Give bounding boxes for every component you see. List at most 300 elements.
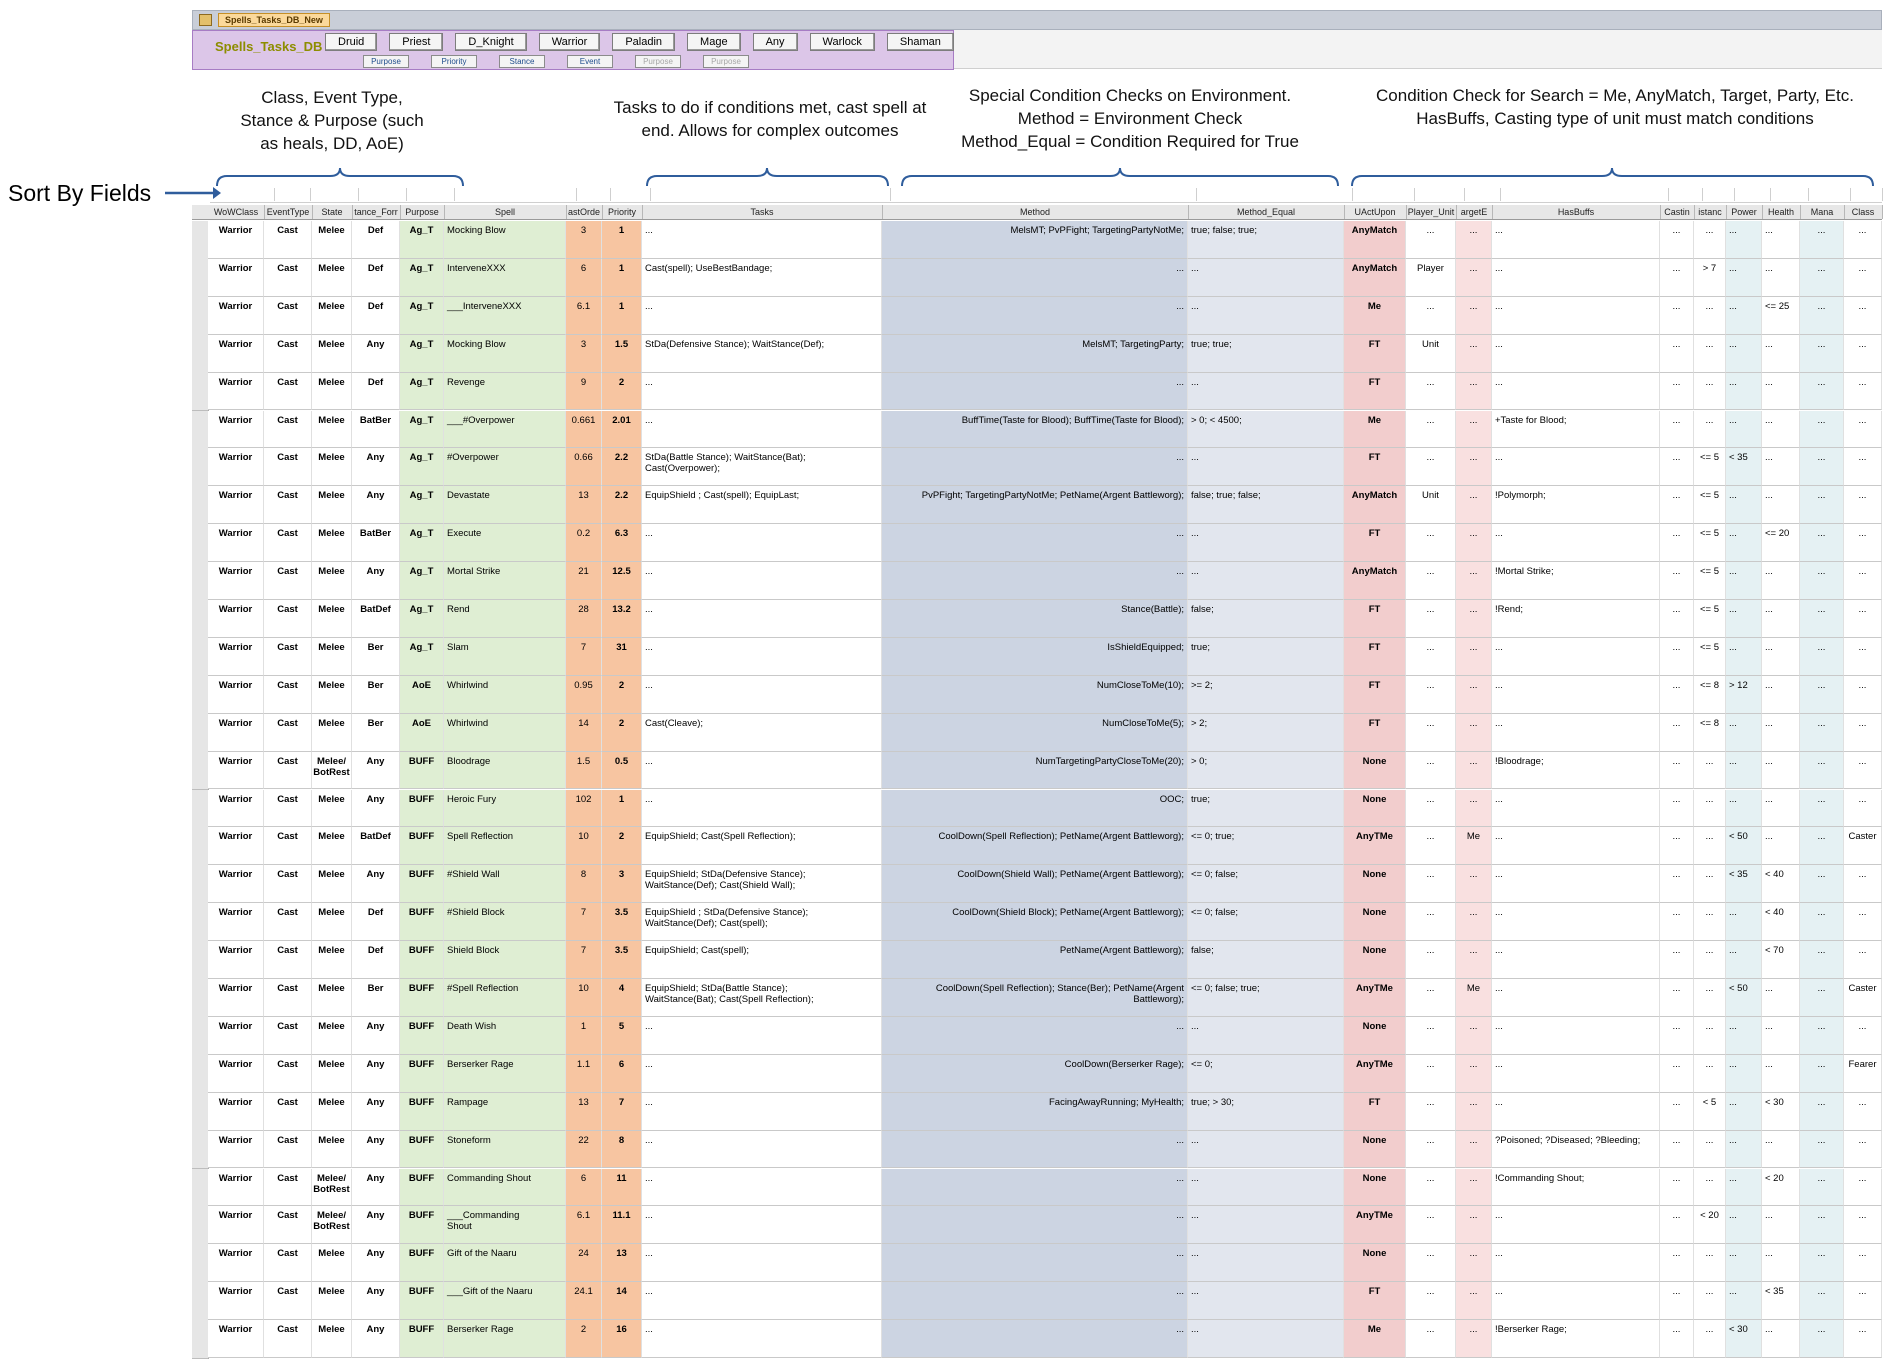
table-cell[interactable]: ...	[1406, 448, 1456, 486]
column-header-power[interactable]: Power	[1726, 205, 1763, 219]
table-cell[interactable]: ...	[1762, 752, 1800, 790]
table-cell[interactable]: CoolDown(Berserker Rage);	[882, 1055, 1188, 1093]
class-button-shaman[interactable]: Shaman	[887, 33, 954, 51]
table-cell[interactable]: 6.3	[602, 524, 642, 562]
table-cell[interactable]: 3	[602, 865, 642, 903]
column-header-mana[interactable]: Mana	[1800, 205, 1845, 219]
table-cell[interactable]: #Shield Wall	[444, 865, 566, 903]
table-cell[interactable]: ...	[1844, 411, 1882, 449]
table-cell[interactable]: < 5	[1694, 1093, 1726, 1131]
table-cell[interactable]: 24.1	[566, 1282, 602, 1320]
table-cell[interactable]: Ber	[352, 638, 400, 676]
sort-button-priority[interactable]: Priority	[431, 55, 477, 68]
table-cell[interactable]: Warrior	[208, 1169, 264, 1207]
table-cell[interactable]: <= 0; true;	[1188, 827, 1344, 865]
table-cell[interactable]: ...	[1844, 752, 1882, 790]
table-cell[interactable]: ...	[1406, 1282, 1456, 1320]
table-cell[interactable]: Cast	[264, 1244, 312, 1282]
table-cell[interactable]: AnyTMe	[1344, 1055, 1406, 1093]
table-cell[interactable]: BatBer	[352, 524, 400, 562]
table-cell[interactable]: ...	[1844, 335, 1882, 373]
column-header-priority[interactable]: Priority	[602, 205, 643, 219]
table-cell[interactable]: Ag_T	[400, 638, 444, 676]
table-cell[interactable]: ...	[1726, 335, 1762, 373]
table-cell[interactable]: ...	[1660, 752, 1694, 790]
table-cell[interactable]: ...	[1456, 1017, 1492, 1055]
table-cell[interactable]: 3.5	[602, 903, 642, 941]
table-cell[interactable]: < 35	[1726, 865, 1762, 903]
table-cell[interactable]: ...	[642, 600, 882, 638]
table-cell[interactable]: BUFF	[400, 1131, 444, 1169]
table-cell[interactable]: ...	[1726, 1244, 1762, 1282]
table-cell[interactable]: ...	[1188, 1131, 1344, 1169]
table-cell[interactable]: 5	[602, 1017, 642, 1055]
table-cell[interactable]: ...	[1456, 411, 1492, 449]
table-cell[interactable]: Ag_T	[400, 600, 444, 638]
table-cell[interactable]: ...	[1456, 448, 1492, 486]
table-cell[interactable]: Ag_T	[400, 373, 444, 411]
table-cell[interactable]: ...	[1660, 1206, 1694, 1244]
table-cell[interactable]: BUFF	[400, 1206, 444, 1244]
table-cell[interactable]: Any	[352, 448, 400, 486]
table-cell[interactable]: ...	[1694, 790, 1726, 828]
table-cell[interactable]: ...	[1762, 790, 1800, 828]
table-cell[interactable]: EquipShield; StDa(Battle Stance); WaitStance(Bat); Cast(Spell Reflection);	[642, 979, 882, 1017]
table-cell[interactable]: ...	[1406, 600, 1456, 638]
table-cell[interactable]: 13	[566, 1093, 602, 1131]
table-cell[interactable]: ...	[1492, 524, 1660, 562]
table-cell[interactable]: ...	[1456, 714, 1492, 752]
table-cell[interactable]: Warrior	[208, 865, 264, 903]
table-cell[interactable]: ...	[1800, 1320, 1844, 1358]
table-cell[interactable]: Melee	[312, 1017, 352, 1055]
column-header-spell[interactable]: Spell	[444, 205, 567, 219]
table-cell[interactable]: #Overpower	[444, 448, 566, 486]
table-cell[interactable]: ...	[1188, 1169, 1344, 1207]
table-cell[interactable]: Cast	[264, 1282, 312, 1320]
column-header-method[interactable]: Method	[882, 205, 1189, 219]
table-cell[interactable]: Warrior	[208, 1093, 264, 1131]
table-cell[interactable]: None	[1344, 1169, 1406, 1207]
table-cell[interactable]: ...	[1660, 335, 1694, 373]
table-cell[interactable]: ...	[1406, 827, 1456, 865]
table-cell[interactable]: Ag_T	[400, 448, 444, 486]
table-cell[interactable]: ...	[882, 297, 1188, 335]
table-cell[interactable]: Any	[352, 1093, 400, 1131]
table-cell[interactable]: ...	[1188, 259, 1344, 297]
table-cell[interactable]: ...	[1726, 1131, 1762, 1169]
table-cell[interactable]: Stance(Battle);	[882, 600, 1188, 638]
table-cell[interactable]: ...	[1762, 1055, 1800, 1093]
table-cell[interactable]: ...	[1188, 1017, 1344, 1055]
table-cell[interactable]: ...	[1726, 1093, 1762, 1131]
table-cell[interactable]: BatDef	[352, 827, 400, 865]
table-cell[interactable]: > 0; < 4500;	[1188, 411, 1344, 449]
table-cell[interactable]: ...	[1844, 865, 1882, 903]
table-cell[interactable]: > 2;	[1188, 714, 1344, 752]
table-cell[interactable]: Cast	[264, 827, 312, 865]
table-cell[interactable]: Slam	[444, 638, 566, 676]
table-cell[interactable]: ...	[1726, 562, 1762, 600]
table-cell[interactable]: ...	[1492, 979, 1660, 1017]
table-cell[interactable]: ...	[1762, 676, 1800, 714]
table-cell[interactable]: ...	[882, 1320, 1188, 1358]
table-cell[interactable]: 14	[602, 1282, 642, 1320]
table-cell[interactable]: ...	[1660, 714, 1694, 752]
table-cell[interactable]: Melee	[312, 676, 352, 714]
table-cell[interactable]: >= 2;	[1188, 676, 1344, 714]
table-cell[interactable]: 6	[566, 1169, 602, 1207]
table-cell[interactable]: ...	[1660, 790, 1694, 828]
table-cell[interactable]: true; > 30;	[1188, 1093, 1344, 1131]
table-cell[interactable]: 12.5	[602, 562, 642, 600]
table-cell[interactable]: ...	[1726, 297, 1762, 335]
table-cell[interactable]: Cast	[264, 790, 312, 828]
sort-button-stance[interactable]: Stance	[499, 55, 545, 68]
table-cell[interactable]: Warrior	[208, 600, 264, 638]
table-cell[interactable]: > 7	[1694, 259, 1726, 297]
table-cell[interactable]: ...	[1456, 486, 1492, 524]
table-cell[interactable]: BUFF	[400, 979, 444, 1017]
column-header-uactupon[interactable]: UActUpon	[1344, 205, 1407, 219]
row-selector[interactable]	[192, 1320, 209, 1359]
table-cell[interactable]: ...	[1762, 827, 1800, 865]
table-cell[interactable]: BUFF	[400, 1093, 444, 1131]
table-cell[interactable]: Def	[352, 259, 400, 297]
table-cell[interactable]: AnyMatch	[1344, 562, 1406, 600]
table-cell[interactable]: Ber	[352, 979, 400, 1017]
row-selector[interactable]	[192, 373, 209, 412]
column-header-castin[interactable]: Castin	[1660, 205, 1695, 219]
table-cell[interactable]: > 12	[1726, 676, 1762, 714]
table-cell[interactable]: ...	[1762, 1206, 1800, 1244]
table-cell[interactable]: ...	[1492, 790, 1660, 828]
table-cell[interactable]: Cast(spell); UseBestBandage;	[642, 259, 882, 297]
table-cell[interactable]: ...	[1800, 903, 1844, 941]
table-cell[interactable]: ...	[1762, 221, 1800, 259]
table-cell[interactable]: ...	[1800, 979, 1844, 1017]
table-cell[interactable]: Stoneform	[444, 1131, 566, 1169]
table-cell[interactable]: ...	[1844, 1282, 1882, 1320]
column-header-tasks[interactable]: Tasks	[642, 205, 883, 219]
table-cell[interactable]: FT	[1344, 524, 1406, 562]
table-cell[interactable]: Mocking Blow	[444, 335, 566, 373]
table-cell[interactable]: 10	[566, 827, 602, 865]
column-header-state[interactable]: State	[312, 205, 353, 219]
table-cell[interactable]: < 30	[1762, 1093, 1800, 1131]
table-cell[interactable]: Cast	[264, 865, 312, 903]
table-cell[interactable]: <= 0; false; true;	[1188, 979, 1344, 1017]
table-cell[interactable]: FT	[1344, 676, 1406, 714]
table-cell[interactable]: 0.2	[566, 524, 602, 562]
table-cell[interactable]: ...	[1844, 903, 1882, 941]
table-cell[interactable]: 2	[566, 1320, 602, 1358]
table-cell[interactable]: None	[1344, 790, 1406, 828]
sort-field-slot[interactable]	[454, 188, 577, 201]
table-cell[interactable]: ...	[1800, 1055, 1844, 1093]
table-cell[interactable]: ...	[1762, 259, 1800, 297]
table-cell[interactable]: Any	[352, 1131, 400, 1169]
table-cell[interactable]: 4	[602, 979, 642, 1017]
table-cell[interactable]: Melee	[312, 448, 352, 486]
table-cell[interactable]: ...	[1660, 297, 1694, 335]
table-cell[interactable]: ...	[1762, 714, 1800, 752]
table-cell[interactable]: Mocking Blow	[444, 221, 566, 259]
table-cell[interactable]: ...	[1694, 1017, 1726, 1055]
table-cell[interactable]: ...	[1844, 1169, 1882, 1207]
table-cell[interactable]: Warrior	[208, 1131, 264, 1169]
table-cell[interactable]: ...	[1844, 486, 1882, 524]
table-cell[interactable]: true;	[1188, 790, 1344, 828]
table-cell[interactable]: BUFF	[400, 1320, 444, 1358]
table-cell[interactable]: true; false; true;	[1188, 221, 1344, 259]
table-cell[interactable]: ...	[1660, 524, 1694, 562]
table-cell[interactable]: Cast	[264, 1169, 312, 1207]
table-cell[interactable]: Warrior	[208, 903, 264, 941]
sort-field-slot[interactable]	[310, 188, 359, 201]
table-cell[interactable]: Whirlwind	[444, 676, 566, 714]
table-cell[interactable]: Melee	[312, 638, 352, 676]
table-cell[interactable]: ...	[1660, 1055, 1694, 1093]
table-cell[interactable]: Cast	[264, 221, 312, 259]
table-cell[interactable]: ...	[1694, 903, 1726, 941]
table-cell[interactable]: ...	[1406, 221, 1456, 259]
table-cell[interactable]: BUFF	[400, 790, 444, 828]
row-selector[interactable]	[192, 676, 209, 715]
table-cell[interactable]: ...	[1694, 373, 1726, 411]
table-cell[interactable]: ...	[1694, 827, 1726, 865]
class-button-any[interactable]: Any	[753, 33, 798, 51]
table-cell[interactable]: ...	[1406, 1244, 1456, 1282]
table-cell[interactable]: Cast(Cleave);	[642, 714, 882, 752]
table-cell[interactable]: None	[1344, 1244, 1406, 1282]
table-cell[interactable]: Melee	[312, 259, 352, 297]
table-cell[interactable]: Cast	[264, 979, 312, 1017]
table-cell[interactable]: AnyMatch	[1344, 259, 1406, 297]
table-cell[interactable]: ...	[1800, 524, 1844, 562]
table-cell[interactable]: ...	[1726, 221, 1762, 259]
table-cell[interactable]: 7	[566, 903, 602, 941]
table-cell[interactable]: 6	[602, 1055, 642, 1093]
table-cell[interactable]: Player	[1406, 259, 1456, 297]
row-selector[interactable]	[192, 979, 209, 1018]
table-cell[interactable]: !Mortal Strike;	[1492, 562, 1660, 600]
table-cell[interactable]: Melee	[312, 1055, 352, 1093]
table-cell[interactable]: Heroic Fury	[444, 790, 566, 828]
table-cell[interactable]: ...	[1800, 752, 1844, 790]
table-cell[interactable]: ...	[1694, 1131, 1726, 1169]
table-cell[interactable]: < 70	[1762, 941, 1800, 979]
table-cell[interactable]: 2	[602, 827, 642, 865]
class-button-paladin[interactable]: Paladin	[612, 33, 675, 51]
table-cell[interactable]: 1	[602, 790, 642, 828]
table-cell[interactable]: ...	[1188, 448, 1344, 486]
table-cell[interactable]: Warrior	[208, 1206, 264, 1244]
table-cell[interactable]: !Rend;	[1492, 600, 1660, 638]
table-cell[interactable]: ...	[1762, 486, 1800, 524]
table-cell[interactable]: Warrior	[208, 714, 264, 752]
table-cell[interactable]: ...	[1660, 373, 1694, 411]
table-cell[interactable]: AnyMatch	[1344, 221, 1406, 259]
table-cell[interactable]: 7	[566, 638, 602, 676]
table-cell[interactable]: <= 5	[1694, 448, 1726, 486]
table-cell[interactable]: None	[1344, 865, 1406, 903]
table-cell[interactable]: ...	[1492, 941, 1660, 979]
table-cell[interactable]: 13	[566, 486, 602, 524]
table-cell[interactable]: Unit	[1406, 486, 1456, 524]
table-cell[interactable]: ...	[882, 1017, 1188, 1055]
table-cell[interactable]: BUFF	[400, 903, 444, 941]
table-cell[interactable]: FT	[1344, 448, 1406, 486]
table-cell[interactable]: ...	[1844, 638, 1882, 676]
table-cell[interactable]: None	[1344, 1017, 1406, 1055]
sort-field-slot[interactable]	[1196, 188, 1353, 201]
table-cell[interactable]: ...	[1800, 827, 1844, 865]
table-cell[interactable]: None	[1344, 903, 1406, 941]
table-cell[interactable]: ...	[1844, 562, 1882, 600]
row-selector[interactable]	[192, 1206, 209, 1245]
table-cell[interactable]: ...	[1660, 486, 1694, 524]
table-cell[interactable]: Any	[352, 1320, 400, 1358]
table-cell[interactable]: StDa(Defensive Stance); WaitStance(Def);	[642, 335, 882, 373]
table-cell[interactable]: BUFF	[400, 1017, 444, 1055]
table-cell[interactable]: 31	[602, 638, 642, 676]
table-cell[interactable]: ...	[1694, 1244, 1726, 1282]
table-cell[interactable]: false;	[1188, 941, 1344, 979]
table-cell[interactable]: Revenge	[444, 373, 566, 411]
table-cell[interactable]: ...	[1406, 524, 1456, 562]
table-cell[interactable]: <= 5	[1694, 638, 1726, 676]
table-cell[interactable]: 2.01	[602, 411, 642, 449]
table-cell[interactable]: ...	[1406, 903, 1456, 941]
table-cell[interactable]: ...	[1726, 714, 1762, 752]
table-cell[interactable]: ...	[1492, 1206, 1660, 1244]
table-cell[interactable]: Ag_T	[400, 297, 444, 335]
table-cell[interactable]: ...	[1800, 600, 1844, 638]
table-cell[interactable]: <= 5	[1694, 486, 1726, 524]
row-selector[interactable]	[192, 221, 209, 260]
table-cell[interactable]: ...	[1726, 752, 1762, 790]
table-cell[interactable]: ...	[1800, 259, 1844, 297]
table-cell[interactable]: ...	[1800, 714, 1844, 752]
table-cell[interactable]: Devastate	[444, 486, 566, 524]
table-cell[interactable]: < 40	[1762, 903, 1800, 941]
table-cell[interactable]: Melee	[312, 335, 352, 373]
table-cell[interactable]: ...	[1726, 486, 1762, 524]
table-cell[interactable]: ...	[1800, 1131, 1844, 1169]
table-cell[interactable]: Rend	[444, 600, 566, 638]
table-cell[interactable]: ...	[1406, 1320, 1456, 1358]
column-header-hasbuffs[interactable]: HasBuffs	[1492, 205, 1661, 219]
sort-field-slot[interactable]	[1808, 188, 1851, 201]
table-cell[interactable]: 2	[602, 714, 642, 752]
table-cell[interactable]: ___Commanding Shout	[444, 1206, 566, 1244]
table-cell[interactable]: Melee/ BotRest	[312, 1169, 352, 1207]
class-button-druid[interactable]: Druid	[325, 33, 377, 51]
row-selector[interactable]	[192, 297, 209, 336]
table-cell[interactable]: ...	[1660, 448, 1694, 486]
table-cell[interactable]: None	[1344, 1131, 1406, 1169]
table-cell[interactable]: ...	[1406, 562, 1456, 600]
table-cell[interactable]: 0.661	[566, 411, 602, 449]
table-cell[interactable]: Shield Block	[444, 941, 566, 979]
row-selector[interactable]	[192, 941, 209, 980]
table-cell[interactable]: ...	[1456, 790, 1492, 828]
table-cell[interactable]: ...	[642, 562, 882, 600]
table-cell[interactable]: Any	[352, 1282, 400, 1320]
table-cell[interactable]: ...	[1492, 676, 1660, 714]
table-cell[interactable]: ...	[1456, 1206, 1492, 1244]
row-selector[interactable]	[192, 752, 209, 791]
table-cell[interactable]: Warrior	[208, 676, 264, 714]
sort-field-slot[interactable]	[210, 188, 275, 201]
table-cell[interactable]: ...	[642, 1282, 882, 1320]
table-cell[interactable]: 21	[566, 562, 602, 600]
table-cell[interactable]: 3	[566, 335, 602, 373]
table-cell[interactable]: CoolDown(Spell Reflection); Stance(Ber); PetName(Argent Battleworg);	[882, 979, 1188, 1017]
sort-field-slot[interactable]	[1414, 188, 1465, 201]
table-cell[interactable]: Unit	[1406, 335, 1456, 373]
table-cell[interactable]: 22	[566, 1131, 602, 1169]
table-cell[interactable]: Def	[352, 903, 400, 941]
table-cell[interactable]: ...	[642, 297, 882, 335]
table-cell[interactable]: ...	[1694, 752, 1726, 790]
table-cell[interactable]: < 50	[1726, 979, 1762, 1017]
table-cell[interactable]: ...	[1406, 638, 1456, 676]
row-selector[interactable]	[192, 562, 209, 601]
table-cell[interactable]: ...	[1456, 638, 1492, 676]
table-cell[interactable]: ...	[1456, 562, 1492, 600]
table-cell[interactable]: ...	[1492, 448, 1660, 486]
sort-field-slot[interactable]	[610, 188, 651, 201]
table-cell[interactable]: Melee	[312, 1320, 352, 1358]
table-cell[interactable]: ...	[1456, 259, 1492, 297]
table-cell[interactable]: 2	[602, 373, 642, 411]
table-cell[interactable]: ...	[1694, 941, 1726, 979]
table-cell[interactable]: ...	[1726, 1282, 1762, 1320]
table-cell[interactable]: ...	[882, 562, 1188, 600]
table-cell[interactable]: Warrior	[208, 1017, 264, 1055]
table-cell[interactable]: ...	[642, 1320, 882, 1358]
table-cell[interactable]: 11.1	[602, 1206, 642, 1244]
table-cell[interactable]: ...	[882, 259, 1188, 297]
table-cell[interactable]: ...	[1844, 524, 1882, 562]
table-cell[interactable]: CoolDown(Shield Wall); PetName(Argent Battleworg);	[882, 865, 1188, 903]
table-cell[interactable]: ...	[642, 638, 882, 676]
table-cell[interactable]: Cast	[264, 1131, 312, 1169]
table-cell[interactable]: ...	[1406, 373, 1456, 411]
table-cell[interactable]: Def	[352, 221, 400, 259]
table-cell[interactable]: Def	[352, 297, 400, 335]
table-cell[interactable]: ...	[1456, 752, 1492, 790]
table-cell[interactable]: 1.5	[566, 752, 602, 790]
table-cell[interactable]: < 35	[1762, 1282, 1800, 1320]
table-cell[interactable]: Melee	[312, 979, 352, 1017]
table-cell[interactable]: EquipShield; StDa(Defensive Stance); WaitStance(Def); Cast(Shield Wall);	[642, 865, 882, 903]
table-cell[interactable]: ...	[642, 1055, 882, 1093]
sort-field-slot[interactable]	[358, 188, 407, 201]
table-cell[interactable]: +Taste for Blood;	[1492, 411, 1660, 449]
table-cell[interactable]: ...	[1844, 373, 1882, 411]
class-button-warrior[interactable]: Warrior	[539, 33, 601, 51]
table-cell[interactable]: Warrior	[208, 373, 264, 411]
table-cell[interactable]: BUFF	[400, 752, 444, 790]
table-cell[interactable]: ...	[1456, 676, 1492, 714]
table-cell[interactable]: 8	[566, 865, 602, 903]
table-cell[interactable]: FT	[1344, 600, 1406, 638]
table-cell[interactable]: ...	[1844, 297, 1882, 335]
table-cell[interactable]: Me	[1456, 827, 1492, 865]
